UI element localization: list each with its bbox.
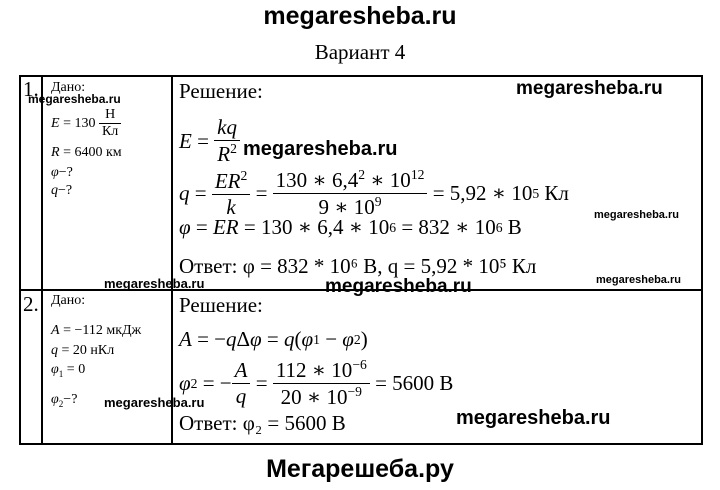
task-1-formula-phi: φ = ER = 130 ∗ 6,4 ∗ 10 6 = 832 ∗ 10 6 В: [179, 215, 522, 239]
watermark: megaresheba.ru: [456, 407, 611, 429]
task-1-answer: Ответ: φ = 832 * 10⁶ В, q = 5,92 * 10⁵ Кл: [179, 254, 537, 278]
task-1-given-phi: φ−?: [51, 165, 73, 180]
task-2-given-phi1: $\varphi_1 = 0$: [51, 362, 86, 379]
task-2-solution-label: Решение:: [179, 293, 263, 317]
task-1-given-label: Дано:: [51, 80, 86, 95]
watermark: megaresheba.ru: [104, 395, 205, 410]
task-2-answer: Ответ: φ₂ = 5600 В: [179, 411, 346, 435]
watermark: megaresheba.ru: [596, 274, 681, 286]
task-2-number: 2.: [23, 292, 39, 316]
task-1-solution-label: Решение:: [179, 79, 263, 103]
footer-watermark: Мегарешеба.ру: [266, 455, 454, 483]
task-2-formula-phi2: φ 2 = − $\frac{A}{q}$ = $\frac{112 ∗ 10^{-6}}{20 ∗ 10^{-9}}$ = 5600 В: [179, 357, 454, 409]
task-1-formula-q: q = $\frac{ER^2}{k}$ = $\frac{130 ∗ 6,4^2 ∗ 10^{12}}{9 ∗ 10^9}$ = 5,92 ∗ 10 5 Кл: [179, 167, 569, 219]
task-1-formula-e: E = $\frac{kq}{R^2}$: [179, 115, 240, 167]
watermark: megaresheba.ru: [104, 276, 205, 291]
task-1-number: 1.: [23, 77, 39, 101]
task-2-given-phi2: $\varphi_2-$?: [51, 392, 78, 409]
task-1-given-q: q−?: [51, 183, 73, 198]
solution-table: [19, 75, 703, 445]
column-divider: [171, 77, 173, 443]
watermark: megaresheba.ru: [516, 78, 663, 99]
watermark: megaresheba.ru: [325, 276, 472, 297]
watermark: megaresheba.ru: [243, 138, 398, 160]
watermark-header: megaresheba.ru: [263, 2, 457, 30]
task-2-given-a: A = −112 мкДж: [51, 323, 142, 338]
watermark: megaresheba.ru: [28, 92, 121, 106]
watermark: megaresheba.ru: [594, 209, 679, 221]
variant-title: Вариант 4: [314, 40, 406, 64]
task-2-given-q: q = 20 нКл: [51, 343, 115, 358]
task-2-given-label: Дано:: [51, 293, 86, 308]
task-1-given-e: E = 130 $\frac{Н}{Кл}$: [51, 107, 121, 140]
column-divider: [41, 77, 43, 443]
task-1-given-r: R = 6400 км: [51, 145, 122, 160]
task-2-formula-a: A = − q Δ φ = q ( φ 1 − φ 2 ): [179, 327, 368, 351]
